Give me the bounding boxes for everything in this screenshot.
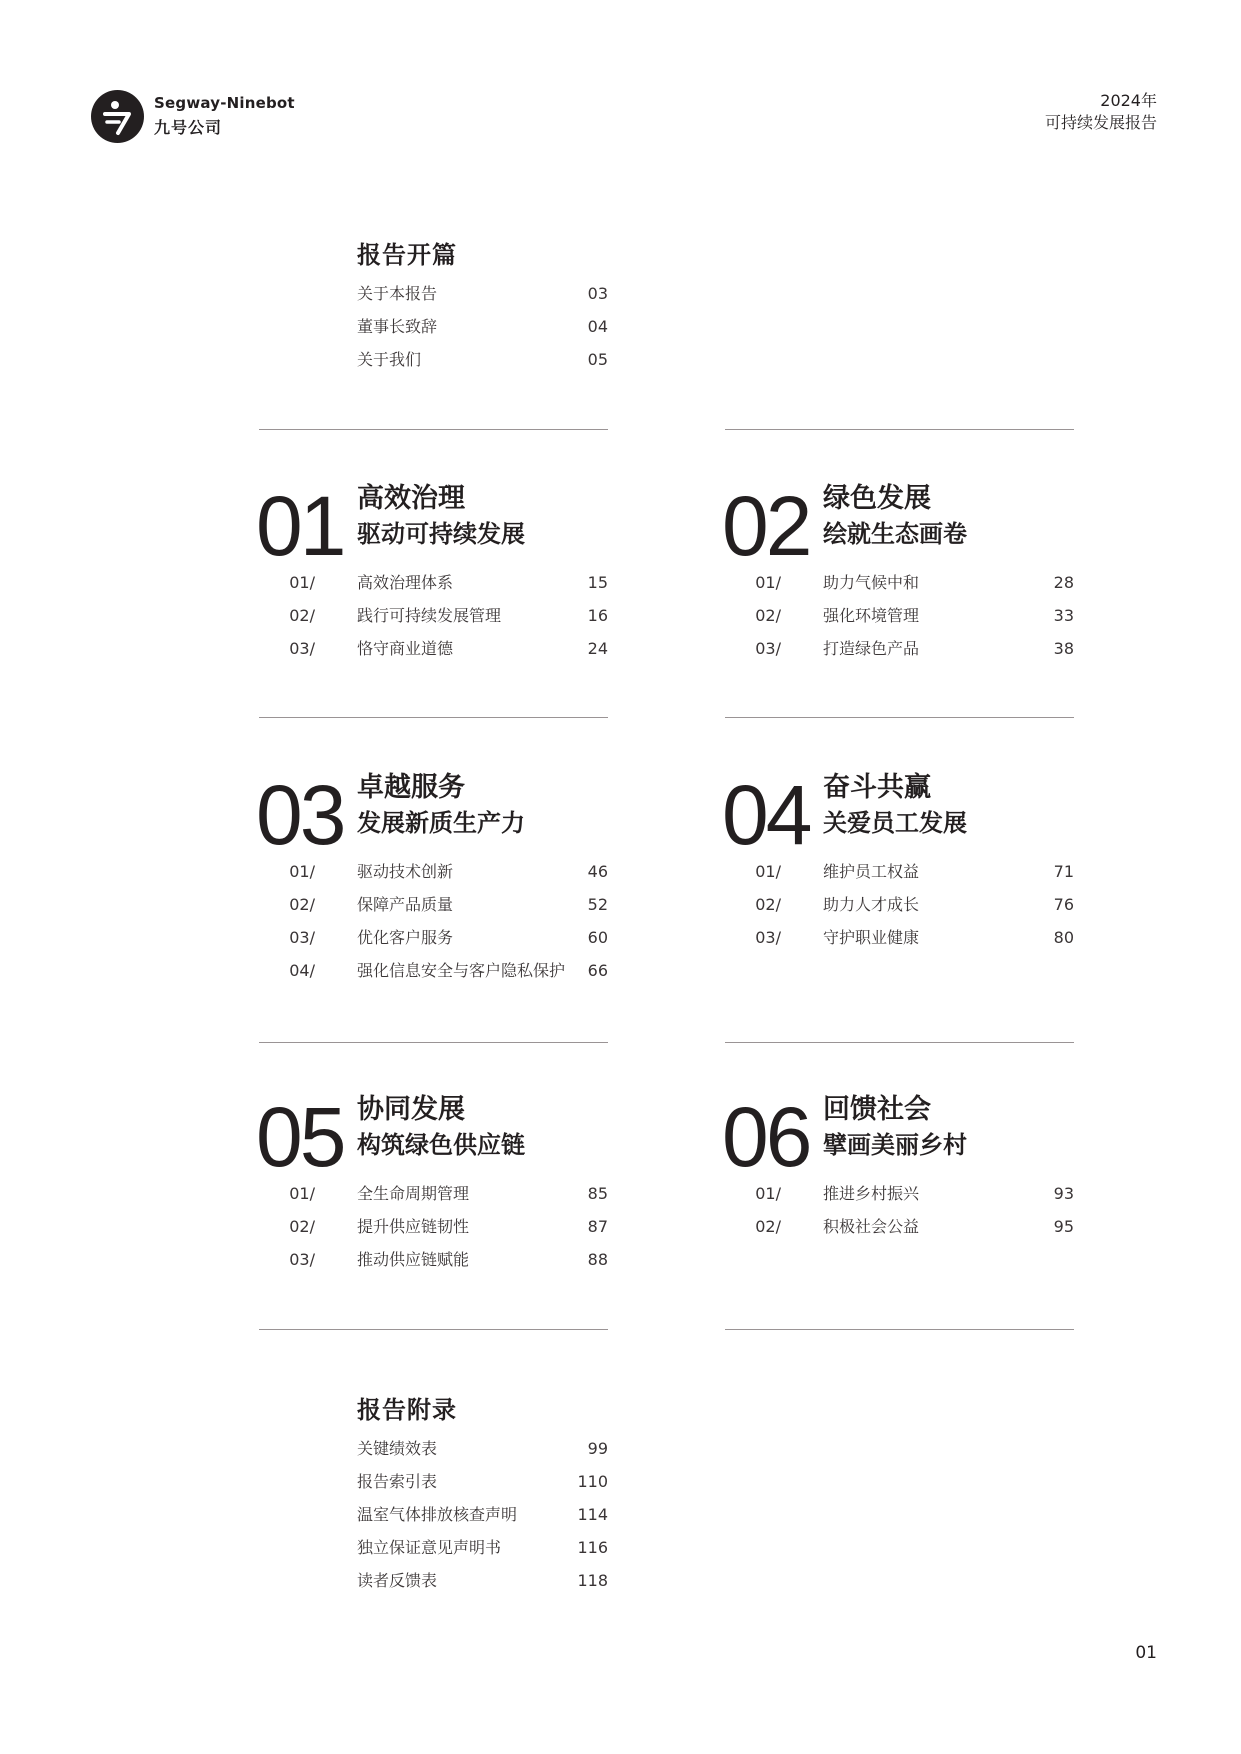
toc-entry[interactable] (259, 1471, 608, 1493)
entry-label: 打造绿色产品 (823, 639, 920, 658)
divider (259, 1042, 608, 1043)
entry-label: 助力人才成长 (823, 895, 920, 914)
toc-entry[interactable] (725, 861, 1074, 883)
entry-page-number: 66 (587, 961, 608, 980)
entry-label: 践行可持续发展管理 (357, 606, 502, 625)
toc-entry[interactable] (725, 927, 1074, 949)
toc-entry[interactable] (725, 1216, 1074, 1238)
toc-entry[interactable] (725, 1183, 1074, 1205)
entry-index: 02/ (755, 895, 781, 914)
chapter-number: 05 (256, 1090, 344, 1184)
entry-page-number: 46 (587, 862, 608, 881)
entry-page-number: 71 (1053, 862, 1074, 881)
entry-page-number: 93 (1053, 1184, 1074, 1203)
chapter-subtitle: 驱动可持续发展 (357, 520, 525, 548)
entry-page-number: 88 (587, 1250, 608, 1269)
divider (259, 717, 608, 718)
toc-entry[interactable] (725, 572, 1074, 594)
toc-entry[interactable] (259, 605, 608, 627)
toc-entry[interactable] (259, 1216, 608, 1238)
entry-page-number: 85 (587, 1184, 608, 1203)
entry-label: 维护员工权益 (823, 862, 920, 881)
entry-label: 温室气体排放核查声明 (357, 1505, 518, 1524)
chapter-number: 02 (722, 479, 810, 573)
entry-index: 03/ (289, 639, 315, 658)
brand-name-cn: 九号公司 (154, 118, 223, 137)
report-title: 可持续发展报告 (1044, 113, 1157, 132)
divider (725, 429, 1074, 430)
chapter-05 (256, 1090, 608, 1311)
entry-page-number: 16 (587, 606, 608, 625)
chapter-number: 06 (722, 1090, 810, 1184)
entry-label: 高效治理体系 (357, 573, 454, 592)
entry-index: 04/ (289, 961, 315, 980)
entry-index: 01/ (289, 1184, 315, 1203)
divider (725, 1329, 1074, 1330)
entry-index: 01/ (755, 862, 781, 881)
chapter-subtitle: 绘就生态画卷 (823, 520, 967, 548)
chapter-01 (256, 479, 608, 700)
entry-page-number: 110 (577, 1472, 608, 1491)
entry-index: 03/ (289, 928, 315, 947)
toc-entry[interactable] (259, 894, 608, 916)
appendix-title: 报告附录 (357, 1396, 457, 1424)
entry-page-number: 24 (587, 639, 608, 658)
entry-page-number: 99 (587, 1439, 608, 1458)
divider (725, 717, 1074, 718)
entry-index: 01/ (755, 573, 781, 592)
entry-label: 报告索引表 (357, 1472, 438, 1491)
entry-index: 03/ (755, 928, 781, 947)
entry-index: 01/ (289, 573, 315, 592)
toc-entry[interactable] (259, 638, 608, 660)
chapter-number: 03 (256, 768, 344, 862)
chapter-03 (256, 768, 608, 989)
chapter-title[interactable]: 协同发展 (357, 1094, 465, 1125)
entry-page-number: 38 (1053, 639, 1074, 658)
entry-label: 提升供应链韧性 (357, 1217, 470, 1236)
chapter-number: 01 (256, 479, 344, 573)
entry-label: 全生命周期管理 (357, 1184, 470, 1203)
entry-page-number: 87 (587, 1217, 608, 1236)
entry-index: 03/ (289, 1250, 315, 1269)
entry-label: 关键绩效表 (357, 1439, 438, 1458)
entry-index: 02/ (289, 895, 315, 914)
toc-entry[interactable] (259, 283, 608, 305)
opening-title: 报告开篇 (357, 241, 457, 269)
chapter-02 (722, 479, 1074, 700)
toc-entry[interactable] (725, 605, 1074, 627)
chapter-title[interactable]: 卓越服务 (357, 772, 465, 803)
entry-label: 守护职业健康 (823, 928, 920, 947)
toc-entry[interactable] (259, 1438, 608, 1460)
divider (259, 429, 608, 430)
toc-entry[interactable] (259, 927, 608, 949)
toc-entry[interactable] (259, 316, 608, 338)
entry-label: 驱动技术创新 (357, 862, 454, 881)
entry-page-number: 33 (1053, 606, 1074, 625)
entry-label: 关于本报告 (357, 284, 438, 303)
chapter-subtitle: 擘画美丽乡村 (823, 1131, 967, 1159)
entry-label: 助力气候中和 (823, 573, 920, 592)
entry-label: 关于我们 (357, 350, 422, 369)
entry-label: 强化环境管理 (823, 606, 920, 625)
report-year: 2024年 (1100, 91, 1157, 110)
brand-logo-icon (91, 90, 144, 143)
chapter-subtitle: 发展新质生产力 (357, 809, 525, 837)
page-number: 01 (1135, 1643, 1157, 1663)
entry-page-number: 76 (1053, 895, 1074, 914)
toc-entry[interactable] (259, 1504, 608, 1526)
chapter-subtitle: 关爱员工发展 (823, 809, 967, 837)
entry-label: 保障产品质量 (357, 895, 454, 914)
chapter-title[interactable]: 回馈社会 (823, 1094, 931, 1125)
toc-entry[interactable] (725, 638, 1074, 660)
entry-page-number: 28 (1053, 573, 1074, 592)
entry-page-number: 15 (587, 573, 608, 592)
entry-index: 02/ (289, 606, 315, 625)
entry-label: 强化信息安全与客户隐私保护 (357, 961, 566, 980)
chapter-title[interactable]: 奋斗共赢 (823, 772, 931, 803)
entry-label: 推动供应链赋能 (357, 1250, 470, 1269)
entry-page-number: 114 (577, 1505, 608, 1524)
entry-page-number: 05 (587, 350, 608, 369)
entry-label: 董事长致辞 (357, 317, 438, 336)
toc-entry[interactable] (259, 572, 608, 594)
chapter-title[interactable]: 绿色发展 (823, 483, 931, 514)
toc-entry[interactable] (259, 861, 608, 883)
entry-label: 独立保证意见声明书 (357, 1538, 502, 1557)
toc-entry[interactable] (259, 1537, 608, 1559)
entry-index: 03/ (755, 639, 781, 658)
toc-entry[interactable] (259, 1249, 608, 1271)
entry-index: 02/ (755, 606, 781, 625)
entry-label: 优化客户服务 (357, 928, 454, 947)
toc-entry[interactable] (725, 894, 1074, 916)
entry-page-number: 04 (587, 317, 608, 336)
toc-entry[interactable] (259, 349, 608, 371)
entry-label: 推进乡村振兴 (823, 1184, 920, 1203)
entry-page-number: 118 (577, 1571, 608, 1590)
entry-index: 01/ (289, 862, 315, 881)
divider (725, 1042, 1074, 1043)
divider (259, 1329, 608, 1330)
entry-index: 01/ (755, 1184, 781, 1203)
toc-entry[interactable] (259, 960, 608, 982)
entry-label: 恪守商业道德 (357, 639, 454, 658)
entry-page-number: 52 (587, 895, 608, 914)
toc-entry[interactable] (259, 1183, 608, 1205)
entry-page-number: 03 (587, 284, 608, 303)
entry-page-number: 116 (577, 1538, 608, 1557)
chapter-06 (722, 1090, 1074, 1311)
chapter-04 (722, 768, 1074, 989)
chapter-title[interactable]: 高效治理 (357, 483, 465, 514)
entry-index: 02/ (289, 1217, 315, 1236)
chapter-number: 04 (722, 768, 810, 862)
toc-entry[interactable] (259, 1570, 608, 1592)
chapter-subtitle: 构筑绿色供应链 (357, 1131, 525, 1159)
entry-page-number: 60 (587, 928, 608, 947)
brand-name-en: Segway-Ninebot (154, 94, 295, 112)
entry-page-number: 95 (1053, 1217, 1074, 1236)
entry-index: 02/ (755, 1217, 781, 1236)
entry-label: 读者反馈表 (357, 1571, 438, 1590)
entry-label: 积极社会公益 (823, 1217, 920, 1236)
entry-page-number: 80 (1053, 928, 1074, 947)
